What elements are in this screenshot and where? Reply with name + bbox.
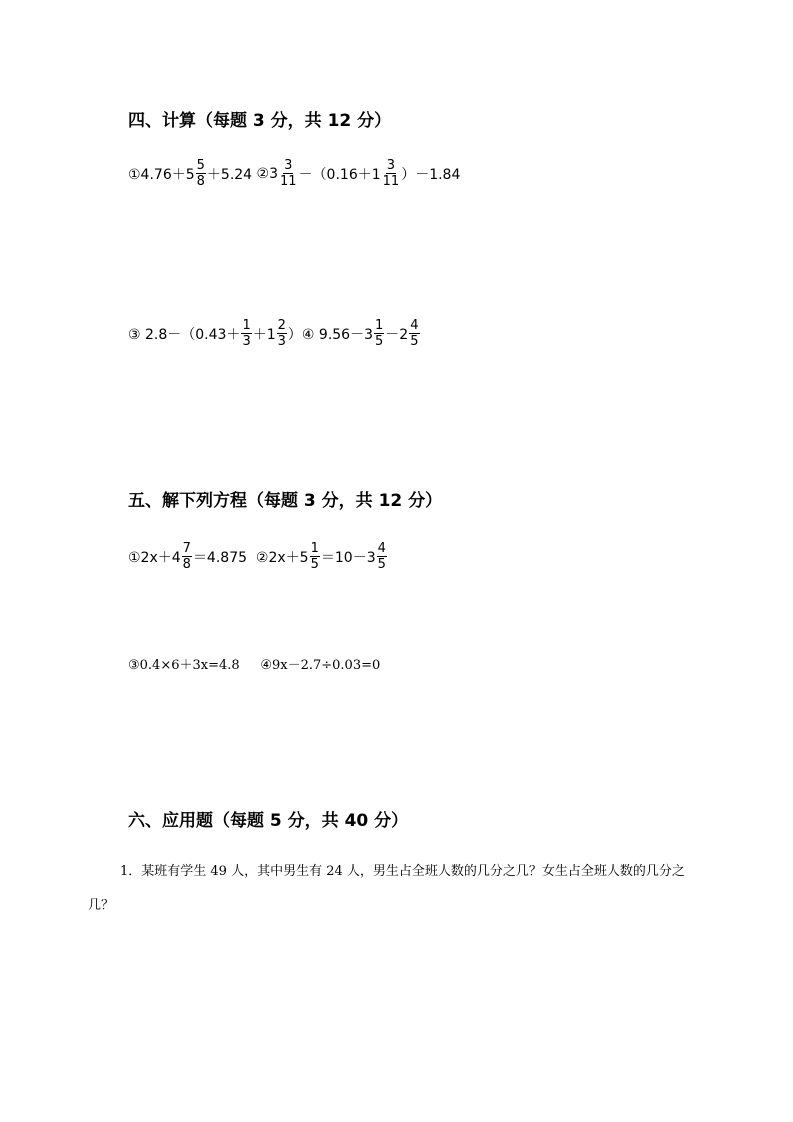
numerator: 7	[182, 541, 191, 556]
fraction	[409, 318, 419, 349]
numerator: 3	[386, 158, 396, 173]
numerator: 1	[242, 318, 251, 333]
equation-row-2: ③0.4×6＋3x=4.8 ④9x－2.7÷0.03=0	[128, 658, 381, 673]
section-4-heading: 四、计算（每题 3 分，共 12 分）	[128, 111, 392, 131]
calc-3-part-b: ＋1	[252, 326, 276, 343]
fraction	[196, 158, 206, 189]
fraction	[310, 541, 320, 572]
numerator: 4	[410, 318, 419, 333]
numerator: 1	[375, 318, 384, 333]
calc-4-part-a: ）④ 9.56－3	[287, 326, 374, 343]
denominator: 8	[196, 174, 205, 189]
calc-2-part-a: ②3	[252, 165, 279, 182]
fraction	[374, 318, 384, 349]
fraction	[277, 318, 287, 349]
eq-1-part-a: ①2x＋4	[128, 549, 181, 566]
denominator: 5	[375, 334, 384, 349]
word-problem-1: 1．某班有学生 49 人，其中男生有 24 人，男生占全班人数的几分之几？女生占全班人数的几分之几？	[88, 864, 685, 913]
numerator: 2	[277, 318, 286, 333]
numerator: 3	[284, 158, 293, 173]
fraction	[241, 318, 251, 349]
calc-1-part-b: ＋5.24	[206, 166, 253, 183]
denominator: 11	[280, 174, 297, 189]
numerator: 4	[377, 541, 386, 556]
denominator: 5	[377, 557, 386, 572]
section-6-heading: 六、应用题（每题 5 分，共 40 分）	[128, 811, 409, 831]
denominator: 3	[277, 334, 286, 349]
fraction	[279, 158, 298, 189]
section-5-heading: 五、解下列方程（每题 3 分，共 12 分）	[128, 491, 443, 511]
denominator: 3	[242, 334, 251, 349]
calc-2-part-c: ）－1.84	[401, 166, 461, 183]
eq-2-part-b: ＝10－3	[320, 549, 376, 566]
numerator: 1	[310, 541, 319, 556]
fraction	[382, 158, 401, 189]
eq-2-part-a: ②2x＋5	[247, 549, 309, 566]
calc-4-part-b: －2	[385, 326, 409, 343]
calc-row-1	[128, 158, 460, 189]
fraction	[182, 541, 192, 572]
equation-row-1	[128, 541, 388, 572]
calc-3-part-a: ③ 2.8－（0.43＋	[128, 326, 241, 343]
denominator: 8	[182, 557, 191, 572]
denominator: 5	[410, 334, 419, 349]
calc-row-2	[128, 318, 421, 349]
denominator: 11	[382, 174, 400, 189]
denominator: 5	[310, 557, 319, 572]
eq-1-part-b: ＝4.875	[192, 549, 248, 566]
calc-2-part-b: －（0.16＋1	[298, 166, 381, 183]
numerator: 5	[196, 158, 205, 173]
calc-1-part-a: ①4.76＋5	[128, 166, 195, 183]
fraction	[377, 541, 387, 572]
